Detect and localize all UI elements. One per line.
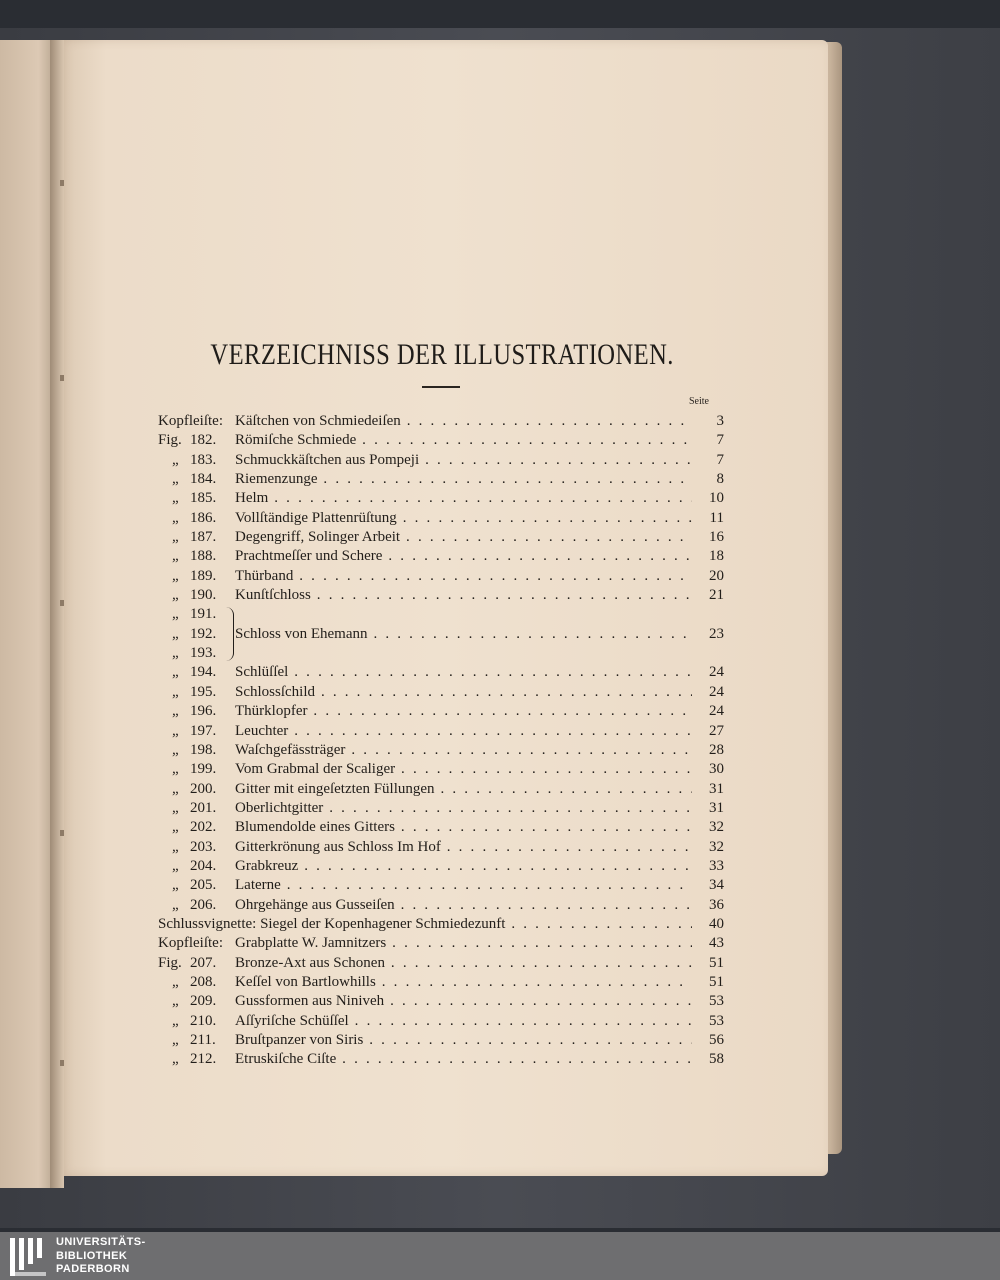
ditto-mark: „: [172, 567, 179, 584]
toc-entry: [158, 567, 726, 586]
page-number: 8: [716, 471, 724, 488]
figure-number: 203.: [190, 838, 217, 855]
toc-entry: [158, 915, 726, 934]
figure-number: 190.: [190, 587, 217, 604]
figure-number: 186.: [190, 509, 217, 526]
toc-entry: [158, 586, 726, 605]
toc-entry: [158, 625, 726, 644]
entry-title: Schmuckkäſtchen aus Pompeji . . .: [235, 451, 692, 470]
page-number: 31: [709, 799, 724, 816]
ditto-mark: „: [172, 548, 179, 565]
page-number: 34: [709, 877, 724, 894]
toc-entry: [158, 818, 726, 837]
entry-title: Grabplatte W. Jamnitzers . . .: [235, 934, 692, 953]
toc-entry: [158, 780, 726, 799]
page-number: 21: [709, 587, 724, 604]
entry-prefix: Kopfleiſte:: [158, 413, 223, 429]
entry-title: Laterne . . .: [235, 876, 692, 895]
figure-number: 210.: [190, 1012, 217, 1029]
binding-stitch: [60, 830, 64, 836]
page-number: 16: [709, 529, 724, 546]
figure-number: 196.: [190, 703, 217, 720]
binding-stitch: [60, 375, 64, 381]
toc-entry: [158, 451, 726, 470]
page-title: VERZEICHNISS DER ILLUSTRATIONEN.: [210, 338, 674, 371]
toc-entry: [158, 857, 726, 876]
toc-entry: [158, 412, 726, 431]
entry-title: Schlossſchild . . .: [235, 683, 692, 702]
entry-title: Bronze-Axt aus Schonen . . .: [235, 954, 692, 973]
ditto-mark: „: [172, 587, 179, 604]
entry-title: Gitter mit eingeſetzten Füllungen . . .: [235, 780, 692, 799]
page-number: 10: [709, 490, 724, 507]
figure-number: 198.: [190, 741, 217, 758]
toc-entry: [158, 644, 726, 663]
entry-title: Etruskiſche Ciſte . . .: [235, 1050, 692, 1069]
entry-title: Thürband . . .: [235, 567, 692, 586]
entry-title: Käſtchen von Schmiedeiſen . . .: [235, 412, 692, 431]
page-number: 24: [709, 664, 724, 681]
toc-entry: [158, 489, 726, 508]
toc-entry: [158, 1031, 726, 1050]
page-number: 11: [709, 509, 724, 526]
entry-title: Römiſche Schmiede . . .: [235, 431, 692, 450]
page-number: 27: [709, 722, 724, 739]
figure-number: 207.: [190, 954, 217, 971]
toc-entry: [158, 702, 726, 721]
figure-number: 192.: [190, 625, 217, 642]
toc-entry: [158, 1050, 726, 1069]
entry-title: Helm . . .: [235, 489, 692, 508]
ditto-mark: „: [172, 529, 179, 546]
ditto-mark: „: [172, 1032, 179, 1048]
toc-entry: [158, 1012, 726, 1031]
figure-number: 183.: [190, 451, 217, 468]
entry-title: Thürklopfer . . .: [235, 702, 692, 721]
entry-title: Gitterkrönung aus Schloss Im Hof . . .: [235, 838, 692, 857]
figure-number: 206.: [190, 896, 217, 913]
ditto-mark: „: [172, 451, 179, 468]
page-number: 33: [709, 857, 724, 874]
left-page-edge: [0, 40, 55, 1188]
entry-title: Riemenzunge . . .: [235, 470, 692, 489]
figure-number: 204.: [190, 857, 217, 874]
page-number: 32: [709, 819, 724, 836]
entry-title: Grabkreuz . . .: [235, 857, 692, 876]
toc-entry: [158, 663, 726, 682]
ditto-mark: „: [172, 857, 179, 874]
toc-entry: [158, 760, 726, 779]
figure-number: 195.: [190, 683, 217, 700]
page-number: 53: [709, 993, 724, 1010]
library-name: [56, 1236, 146, 1277]
toc-entry: [158, 528, 726, 547]
toc-entry: [158, 896, 726, 915]
ditto-mark: „: [172, 1012, 179, 1029]
ditto-mark: „: [172, 490, 179, 507]
entry-prefix: Fig.: [158, 432, 182, 449]
entry-title: Kunſtſchloss . . .: [235, 586, 692, 605]
entry-title: Vollſtändige Plattenrüſtung . . .: [235, 509, 692, 528]
entry-title: Ohrgehänge aus Gusseiſen . . .: [235, 896, 692, 915]
figure-number: 189.: [190, 567, 217, 584]
ditto-mark: „: [172, 606, 179, 623]
toc-entry: [158, 547, 726, 566]
figure-number: 211.: [190, 1032, 216, 1048]
figure-number: 209.: [190, 993, 217, 1010]
figure-number: 191.: [190, 606, 217, 623]
entry-title: Schlussvignette: Siegel der Kopenhagener Schmiedezunft . . .: [158, 915, 692, 934]
entry-title: Leuchter . . .: [235, 722, 692, 741]
figure-number: 187.: [190, 529, 217, 546]
entry-title: Gussformen aus Niniveh . . .: [235, 992, 692, 1011]
entry-title: Keſſel von Bartlowhills . . .: [235, 973, 692, 992]
entry-title: Vom Grabmal der Scaliger . . .: [235, 760, 692, 779]
page-number: 32: [709, 838, 724, 855]
ditto-mark: „: [172, 722, 179, 739]
figure-number: 193.: [190, 645, 217, 662]
title-rule: [422, 386, 460, 388]
page-number: 40: [709, 915, 724, 932]
toc-entry: [158, 470, 726, 489]
ditto-mark: „: [172, 471, 179, 488]
library-name-line: UNIVERSITÄTS-: [56, 1236, 146, 1248]
illustration-list: [158, 412, 726, 1070]
entry-title: Bruſtpanzer von Siris . . .: [235, 1031, 692, 1050]
page-number: 51: [709, 973, 724, 990]
entry-prefix: Fig.: [158, 954, 182, 971]
ditto-mark: „: [172, 877, 179, 894]
page-number: 36: [709, 896, 724, 913]
entry-prefix: Kopfleiſte:: [158, 935, 223, 952]
ditto-mark: „: [172, 703, 179, 720]
toc-entry: [158, 973, 726, 992]
ditto-mark: „: [172, 819, 179, 836]
figure-number: 208.: [190, 973, 217, 990]
figure-number: 184.: [190, 471, 217, 488]
figure-number: 202.: [190, 819, 217, 836]
entry-title: Degengriff, Solinger Arbeit . . .: [235, 528, 692, 547]
ditto-mark: „: [172, 664, 179, 681]
figure-number: 182.: [190, 432, 217, 449]
figure-number: 200.: [190, 780, 217, 797]
library-footer: [0, 1232, 1000, 1280]
ditto-mark: „: [172, 799, 179, 816]
entry-title: Waſchgefässträger . . .: [235, 741, 692, 760]
ditto-mark: „: [172, 993, 179, 1010]
figure-number: 212.: [190, 1051, 217, 1068]
figure-number: 197.: [190, 722, 217, 739]
page-number: 58: [709, 1051, 724, 1068]
figure-number: 188.: [190, 548, 217, 565]
toc-entry: [158, 876, 726, 895]
entry-title: Oberlichtgitter . . .: [235, 799, 692, 818]
binding-stitch: [60, 600, 64, 606]
toc-entry: [158, 992, 726, 1011]
toc-entry: [158, 722, 726, 741]
page-number: 7: [716, 451, 724, 468]
page-number: 18: [709, 548, 724, 565]
figure-number: 199.: [190, 761, 217, 778]
page-number: 53: [709, 1012, 724, 1029]
binding-stitch: [60, 180, 64, 186]
figure-number: 185.: [190, 490, 217, 507]
toc-entry: [158, 509, 726, 528]
page-number: 23: [709, 625, 724, 642]
page-number: 24: [709, 683, 724, 700]
ditto-mark: „: [172, 683, 179, 700]
toc-entry: [158, 683, 726, 702]
toc-entry: [158, 741, 726, 760]
page-number: 30: [709, 761, 724, 778]
page-number: 24: [709, 703, 724, 720]
toc-entry: [158, 605, 726, 624]
page-number: 43: [709, 935, 724, 952]
ditto-mark: „: [172, 645, 179, 662]
figure-number: 201.: [190, 799, 217, 816]
toc-entry: [158, 431, 726, 450]
entry-title: Prachtmeſſer und Schere . . .: [235, 547, 692, 566]
entry-title: Aſſyriſche Schüſſel . . .: [235, 1012, 692, 1031]
toc-entry: [158, 838, 726, 857]
library-name-line: BIBLIOTHEK: [56, 1249, 128, 1262]
toc-entry: [158, 954, 726, 973]
library-name-line: PADERBORN: [56, 1263, 130, 1275]
entry-title: Schloss von Ehemann . . .: [235, 625, 692, 644]
book-gutter: [50, 40, 64, 1188]
ditto-mark: „: [172, 838, 179, 855]
entry-title: Blumendolde eines Gitters . . .: [235, 818, 692, 837]
ditto-mark: „: [172, 1051, 179, 1068]
ditto-mark: „: [172, 973, 179, 990]
figure-number: 194.: [190, 664, 217, 681]
figure-number: 205.: [190, 877, 217, 894]
binding-stitch: [60, 1060, 64, 1066]
page-number: 7: [716, 432, 724, 449]
ditto-mark: „: [172, 509, 179, 526]
ditto-mark: „: [172, 780, 179, 797]
entry-title: Schlüſſel . . .: [235, 663, 692, 682]
toc-entry: [158, 934, 726, 953]
university-logo-icon: [8, 1236, 48, 1278]
page-number: 51: [709, 954, 724, 971]
page-number: 31: [709, 780, 724, 797]
page-number: 20: [709, 567, 724, 584]
page-number: 28: [709, 741, 724, 758]
ditto-mark: „: [172, 741, 179, 758]
ditto-mark: „: [172, 896, 179, 913]
toc-entry: [158, 799, 726, 818]
page-number: 3: [716, 413, 724, 429]
page-number: 56: [709, 1032, 724, 1048]
ditto-mark: „: [172, 625, 179, 642]
ditto-mark: „: [172, 761, 179, 778]
page-column-label: Seite: [689, 396, 709, 407]
